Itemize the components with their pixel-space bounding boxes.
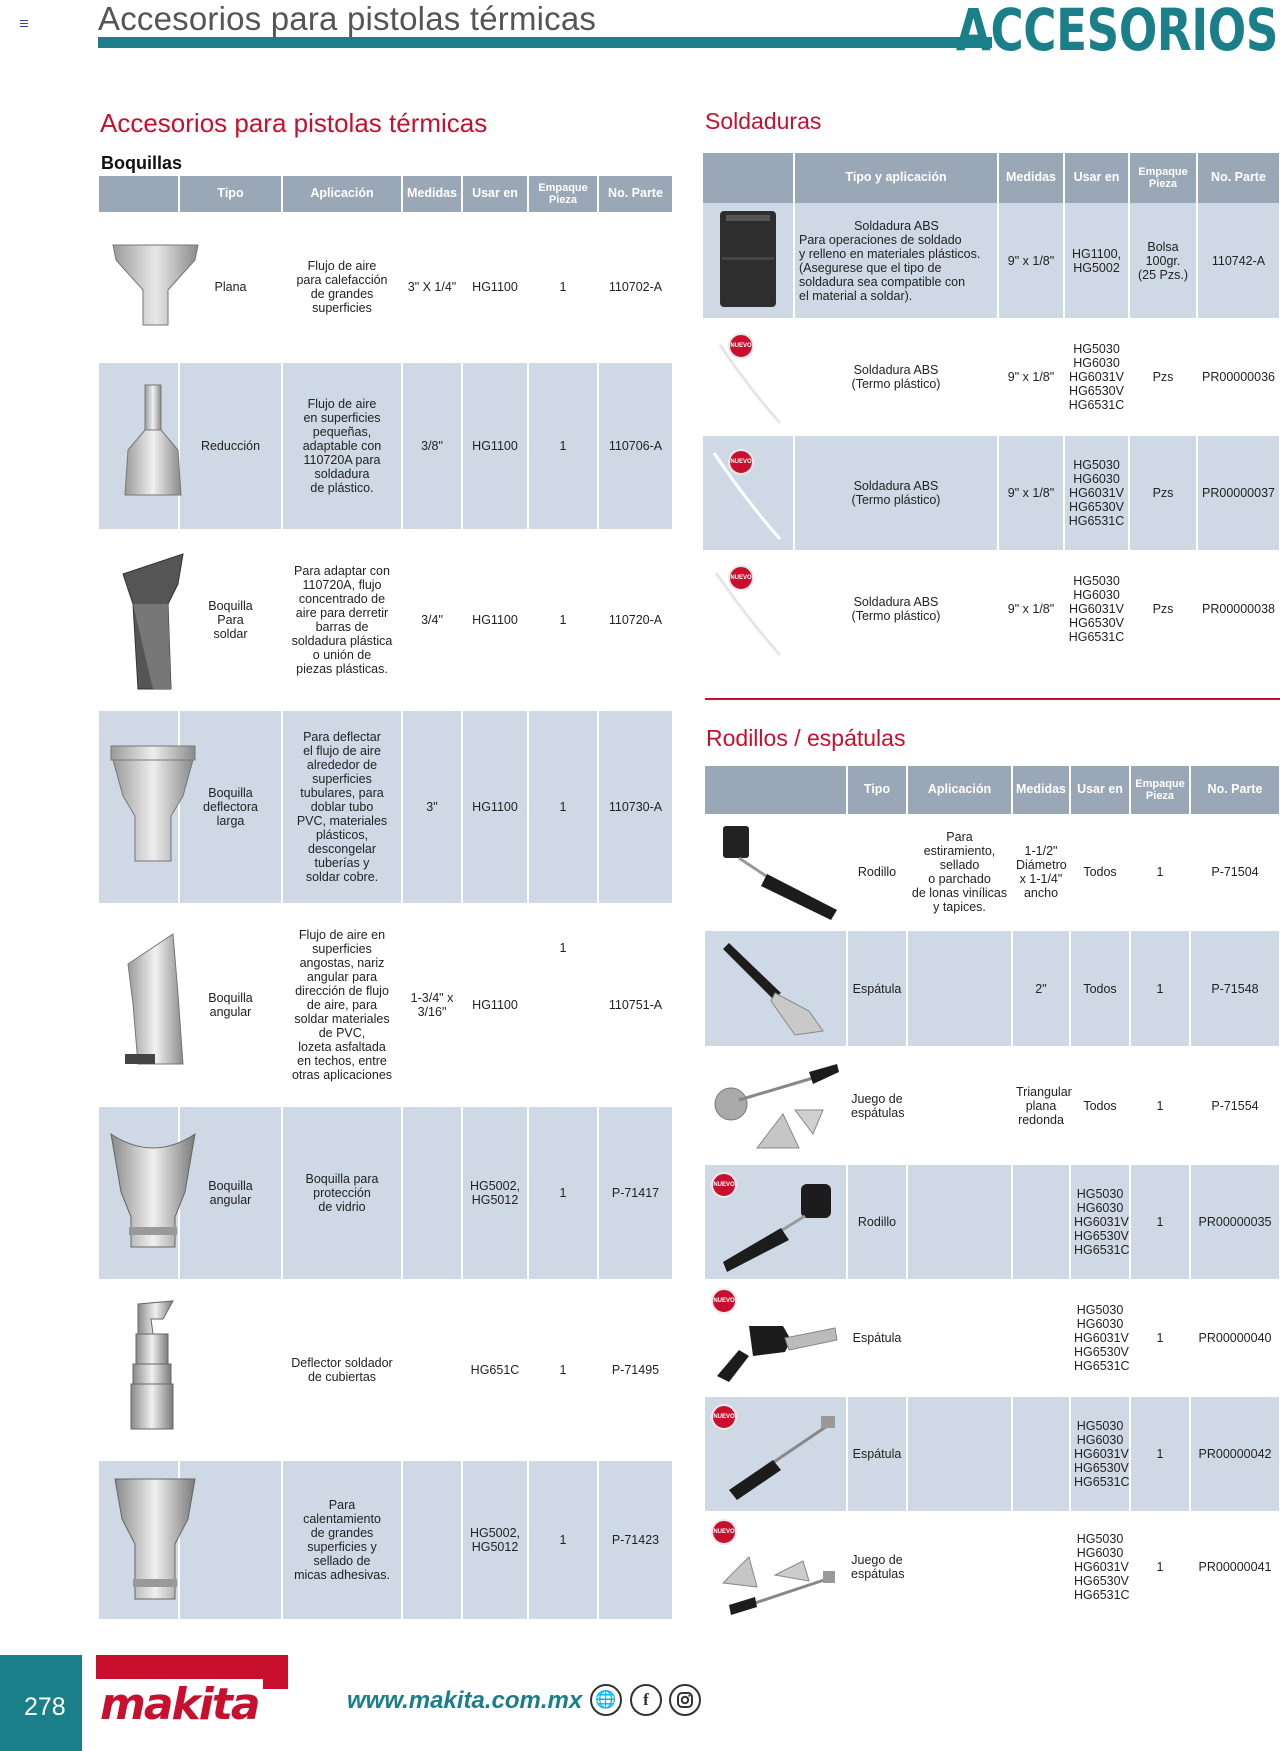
cell-medidas bbox=[402, 1280, 462, 1460]
cell-medidas: 9" x 1/8" bbox=[998, 319, 1064, 435]
cell-aplicacion bbox=[907, 1047, 1012, 1164]
makita-logo[interactable] bbox=[96, 1679, 288, 1730]
cell-usar-en: HG1100 bbox=[462, 530, 528, 710]
cell-no-parte: 110730-A bbox=[598, 710, 673, 904]
header-image bbox=[705, 766, 847, 814]
table-header bbox=[705, 766, 1280, 814]
cell-medidas: 9" x 1/8" bbox=[998, 551, 1064, 667]
cell-empaque: Pzs bbox=[1129, 435, 1197, 551]
cell-no-parte: 110702-A bbox=[598, 212, 673, 362]
cell-medidas: 3" X 1/4" bbox=[402, 212, 462, 362]
table-row bbox=[705, 1512, 1280, 1622]
product-image bbox=[703, 319, 794, 435]
cell-empaque: 1 bbox=[528, 904, 598, 1106]
cell-no-parte: PR00000037 bbox=[1197, 435, 1280, 551]
cell-medidas: 9" x 1/8" bbox=[998, 203, 1064, 319]
table-row bbox=[99, 1280, 673, 1460]
product-image bbox=[705, 1280, 847, 1396]
cell-no-parte: PR00000041 bbox=[1190, 1512, 1280, 1622]
product-image bbox=[703, 551, 794, 667]
cell-usar-en: HG1100 bbox=[462, 212, 528, 362]
page-title: Accesorios para pistolas térmicas bbox=[98, 0, 597, 37]
cell-no-parte: 110742-A bbox=[1197, 203, 1280, 319]
cell-usar-en: HG5030 HG6030 HG6031V HG6530V HG6531C bbox=[1070, 1396, 1130, 1512]
cell-usar-en: Todos bbox=[1070, 814, 1130, 930]
header-tipo-aplicacion: Tipo y aplicación bbox=[794, 153, 998, 203]
cell-medidas bbox=[1012, 1396, 1070, 1512]
header-no-parte: No. Parte bbox=[1190, 766, 1280, 814]
cell-aplicacion bbox=[907, 1164, 1012, 1280]
product-description: Para operaciones de soldado y relleno en materiales plásticos. (Asegurese que el tipo de soldadura sea compatible con el material a soldar). bbox=[799, 232, 981, 303]
cell-tipo-aplicacion bbox=[794, 203, 998, 319]
table-row bbox=[99, 212, 673, 362]
glass-protection-nozzle-icon bbox=[103, 1122, 203, 1262]
cell-empaque: 1 bbox=[528, 362, 598, 530]
cell-tipo: Juego de espátulas bbox=[847, 1047, 907, 1164]
cell-empaque: Pzs bbox=[1129, 551, 1197, 667]
cell-tipo: Boquilla deflectora larga bbox=[179, 710, 282, 904]
cell-no-parte: PR00000036 bbox=[1197, 319, 1280, 435]
table-row bbox=[705, 1164, 1280, 1280]
soldaduras-table bbox=[703, 153, 1280, 668]
table-row bbox=[705, 1047, 1280, 1164]
header-medidas: Medidas bbox=[402, 176, 462, 212]
header-empaque: Empaque Pieza bbox=[1129, 153, 1197, 203]
cell-no-parte: 110706-A bbox=[598, 362, 673, 530]
product-image bbox=[99, 362, 179, 530]
cell-empaque: Bolsa 100gr. (25 Pzs.) bbox=[1129, 203, 1197, 319]
cell-empaque: 1 bbox=[1130, 1512, 1190, 1622]
cell-medidas: 1-1/2" Diámetro x 1-1/4" ancho bbox=[1012, 814, 1070, 930]
spatula-set-icon bbox=[709, 1052, 843, 1156]
cell-aplicacion bbox=[907, 1280, 1012, 1396]
menu-icon[interactable] bbox=[20, 20, 28, 29]
flat-nozzle-icon bbox=[103, 235, 203, 335]
table-row bbox=[99, 710, 673, 904]
cell-medidas: 3/4" bbox=[402, 530, 462, 710]
cell-aplicacion: Para estiramiento, sellado o parchado de lonas vinílicas y tapices. bbox=[907, 814, 1012, 930]
section-title-accesorios: Accesorios para pistolas térmicas bbox=[100, 108, 488, 138]
product-image bbox=[705, 930, 847, 1047]
table-row bbox=[705, 1280, 1280, 1396]
cell-usar-en: HG1100 bbox=[462, 710, 528, 904]
nuevo-badge: NUEVO bbox=[711, 1519, 737, 1545]
cell-aplicacion bbox=[907, 1396, 1012, 1512]
nuevo-badge: NUEVO bbox=[711, 1172, 737, 1198]
cell-no-parte: P-71504 bbox=[1190, 814, 1280, 930]
header-tipo: Tipo bbox=[847, 766, 907, 814]
cell-tipo-aplicacion: Soldadura ABS (Termo plástico) bbox=[794, 435, 998, 551]
cell-aplicacion: Deflector soldador de cubiertas bbox=[282, 1280, 402, 1460]
nuevo-badge: NUEVO bbox=[728, 565, 754, 591]
header-aplicacion: Aplicación bbox=[907, 766, 1012, 814]
cell-usar-en: HG5002, HG5012 bbox=[462, 1106, 528, 1280]
cell-no-parte: PR00000042 bbox=[1190, 1396, 1280, 1512]
facebook-icon[interactable]: f bbox=[630, 1684, 662, 1716]
header-image bbox=[99, 176, 179, 212]
cell-empaque: 1 bbox=[528, 530, 598, 710]
deck-welding-deflector-icon bbox=[103, 1289, 203, 1449]
cell-aplicacion: Flujo de aire en superficies angostas, nariz angular para dirección de flujo de aire, para soldar materiales de PVC, lozeta asfaltada en techos, entre otras aplicaciones bbox=[282, 904, 402, 1106]
table-row bbox=[99, 362, 673, 530]
cell-no-parte: 110751-A bbox=[598, 904, 673, 1106]
product-image bbox=[705, 1164, 847, 1280]
instagram-icon[interactable] bbox=[669, 1684, 701, 1716]
cell-medidas bbox=[402, 1106, 462, 1280]
cell-usar-en: HG1100, HG5002 bbox=[1064, 203, 1129, 319]
table-row bbox=[703, 319, 1280, 435]
header-no-parte: No. Parte bbox=[1197, 153, 1280, 203]
cell-no-parte: P-71548 bbox=[1190, 930, 1280, 1047]
cell-medidas: 3" bbox=[402, 710, 462, 904]
cell-usar-en: HG5030 HG6030 HG6031V HG6530V HG6531C bbox=[1070, 1164, 1130, 1280]
table-header bbox=[703, 153, 1280, 203]
cell-empaque: 1 bbox=[528, 1106, 598, 1280]
cell-tipo: Juego de espátulas bbox=[847, 1512, 907, 1622]
cell-usar-en: HG5002, HG5012 bbox=[462, 1460, 528, 1620]
header-aplicacion: Aplicación bbox=[282, 176, 402, 212]
cell-empaque: 1 bbox=[1130, 930, 1190, 1047]
cell-usar-en: HG651C bbox=[462, 1280, 528, 1460]
cell-no-parte: P-71417 bbox=[598, 1106, 673, 1280]
subsection-title-boquillas: Boquillas bbox=[101, 153, 183, 173]
category-label: ACCESORIOS bbox=[955, 0, 1278, 64]
product-image bbox=[705, 1396, 847, 1512]
product-image bbox=[99, 1106, 179, 1280]
roller-icon bbox=[709, 818, 843, 922]
abs-welding-bag-icon bbox=[708, 207, 788, 311]
cell-usar-en: HG5030 HG6030 HG6031V HG6530V HG6531C bbox=[1070, 1280, 1130, 1396]
cell-tipo-aplicacion: Soldadura ABS (Termo plástico) bbox=[794, 319, 998, 435]
cell-tipo-aplicacion: Soldadura ABS (Termo plástico) bbox=[794, 551, 998, 667]
cell-tipo: Boquilla Para soldar bbox=[179, 530, 282, 710]
cell-empaque: Pzs bbox=[1129, 319, 1197, 435]
product-image bbox=[99, 212, 179, 362]
cell-tipo: Espátula bbox=[847, 1396, 907, 1512]
website-link[interactable]: www.makita.com.mx bbox=[347, 1687, 583, 1714]
product-image bbox=[703, 203, 794, 319]
product-image bbox=[99, 1460, 179, 1620]
table-row bbox=[705, 814, 1280, 930]
nuevo-badge: NUEVO bbox=[711, 1404, 737, 1430]
cell-usar-en: HG1100 bbox=[462, 362, 528, 530]
cell-no-parte: PR00000040 bbox=[1190, 1280, 1280, 1396]
cell-no-parte: 110720-A bbox=[598, 530, 673, 710]
cell-usar-en: Todos bbox=[1070, 1047, 1130, 1164]
cell-usar-en: HG1100 bbox=[462, 904, 528, 1106]
cell-medidas: 2" bbox=[1012, 930, 1070, 1047]
cell-medidas bbox=[1012, 1512, 1070, 1622]
cell-empaque: 1 bbox=[528, 710, 598, 904]
cell-aplicacion: Para deflectar el flujo de aire alrededor de superficies tubulares, para doblar tubo PVC, materiales plásticos, descongelar tuberías y soldar cobre. bbox=[282, 710, 402, 904]
cell-tipo: Plana bbox=[179, 212, 282, 362]
cell-usar-en: Todos bbox=[1070, 930, 1130, 1047]
cell-medidas bbox=[1012, 1280, 1070, 1396]
table-row bbox=[99, 530, 673, 710]
cell-empaque: 1 bbox=[1130, 1280, 1190, 1396]
wide-surface-nozzle-icon bbox=[103, 1469, 203, 1609]
cell-no-parte: PR00000038 bbox=[1197, 551, 1280, 667]
welding-nozzle-icon bbox=[103, 544, 203, 694]
header-empaque: Empaque Pieza bbox=[1130, 766, 1190, 814]
cell-tipo: Rodillo bbox=[847, 814, 907, 930]
header-no-parte: No. Parte bbox=[598, 176, 673, 212]
cell-no-parte: P-71495 bbox=[598, 1280, 673, 1460]
cell-usar-en: HG5030 HG6030 HG6031V HG6530V HG6531C bbox=[1064, 435, 1129, 551]
section-title-soldaduras: Soldaduras bbox=[705, 108, 822, 134]
cell-tipo: Espátula bbox=[847, 930, 907, 1047]
product-image bbox=[705, 1512, 847, 1622]
header-empaque: Empaque Pieza bbox=[528, 176, 598, 212]
cell-empaque: 1 bbox=[528, 1460, 598, 1620]
cell-medidas bbox=[1012, 1164, 1070, 1280]
header-medidas: Medidas bbox=[998, 153, 1064, 203]
header-bar bbox=[98, 37, 992, 48]
cell-aplicacion: Para calentamiento de grandes superficies y sellado de micas adhesivas. bbox=[282, 1460, 402, 1620]
page-number: 278 bbox=[24, 1693, 66, 1721]
cell-aplicacion: Boquilla para protección de vidrio bbox=[282, 1106, 402, 1280]
header-usar-en: Usar en bbox=[1064, 153, 1129, 203]
product-image bbox=[703, 435, 794, 551]
boquillas-table bbox=[99, 176, 674, 1621]
header-medidas: Medidas bbox=[1012, 766, 1070, 814]
cell-usar-en: HG5030 HG6030 HG6031V HG6530V HG6531C bbox=[1064, 319, 1129, 435]
cell-medidas: 1-3/4" x 3/16" bbox=[402, 904, 462, 1106]
cell-empaque: 1 bbox=[528, 212, 598, 362]
cell-aplicacion: Flujo de aire en superficies pequeñas, adaptable con 110720A para soldadura de plástico. bbox=[282, 362, 402, 530]
table-header bbox=[99, 176, 673, 212]
product-title: Soldadura ABS bbox=[854, 218, 939, 233]
table-row bbox=[703, 203, 1280, 319]
cell-tipo: Espátula bbox=[847, 1280, 907, 1396]
header-usar-en: Usar en bbox=[462, 176, 528, 212]
table-row bbox=[703, 435, 1280, 551]
reduction-nozzle-icon bbox=[103, 380, 203, 510]
instagram-glyph bbox=[676, 1691, 694, 1709]
angular-nozzle-icon bbox=[103, 924, 203, 1084]
cell-aplicacion bbox=[907, 930, 1012, 1047]
cell-empaque: 1 bbox=[1130, 1396, 1190, 1512]
section-divider bbox=[705, 698, 1280, 700]
table-row bbox=[705, 1396, 1280, 1512]
section-title-rodillos: Rodillos / espátulas bbox=[706, 725, 906, 751]
cell-no-parte: P-71423 bbox=[598, 1460, 673, 1620]
cell-medidas: 9" x 1/8" bbox=[998, 435, 1064, 551]
cell-tipo: Reducción bbox=[179, 362, 282, 530]
cell-medidas: 3/8" bbox=[402, 362, 462, 530]
cell-aplicacion: Flujo de aire para calefacción de grandes superficies bbox=[282, 212, 402, 362]
product-image bbox=[705, 814, 847, 930]
product-image bbox=[99, 530, 179, 710]
header-image bbox=[703, 153, 794, 203]
product-image bbox=[99, 710, 179, 904]
cell-medidas: Triangular plana redonda bbox=[1012, 1047, 1070, 1164]
table-row bbox=[99, 1106, 673, 1280]
table-row bbox=[99, 904, 673, 1106]
cell-empaque: 1 bbox=[1130, 1047, 1190, 1164]
spatula-icon bbox=[709, 935, 843, 1039]
cell-tipo: Rodillo bbox=[847, 1164, 907, 1280]
cell-medidas bbox=[402, 1460, 462, 1620]
table-row bbox=[99, 1460, 673, 1620]
table-row bbox=[705, 930, 1280, 1047]
cell-empaque: 1 bbox=[1130, 814, 1190, 930]
nuevo-badge: NUEVO bbox=[728, 333, 754, 359]
rodillos-table bbox=[705, 766, 1280, 1623]
cell-empaque: 1 bbox=[1130, 1164, 1190, 1280]
cell-no-parte: P-71554 bbox=[1190, 1047, 1280, 1164]
cell-aplicacion: Para adaptar con 110720A, flujo concentrado de aire para derretir barras de soldadura plástica o unión de piezas plásticas. bbox=[282, 530, 402, 710]
web-icon[interactable]: 🌐 bbox=[590, 1684, 622, 1716]
header-usar-en: Usar en bbox=[1070, 766, 1130, 814]
cell-usar-en: HG5030 HG6030 HG6031V HG6530V HG6531C bbox=[1064, 551, 1129, 667]
product-image bbox=[99, 904, 179, 1106]
cell-tipo: Boquilla angular bbox=[179, 904, 282, 1106]
cell-tipo: Boquilla angular bbox=[179, 1106, 282, 1280]
cell-usar-en: HG5030 HG6030 HG6031V HG6530V HG6531C bbox=[1070, 1512, 1130, 1622]
product-image bbox=[99, 1280, 179, 1460]
cell-no-parte: PR00000035 bbox=[1190, 1164, 1280, 1280]
nuevo-badge: NUEVO bbox=[728, 449, 754, 475]
product-image bbox=[705, 1047, 847, 1164]
cell-aplicacion bbox=[907, 1512, 1012, 1622]
cell-empaque: 1 bbox=[528, 1280, 598, 1460]
table-row bbox=[703, 551, 1280, 667]
deflector-nozzle-icon bbox=[103, 736, 203, 876]
nuevo-badge: NUEVO bbox=[711, 1288, 737, 1314]
header-tipo: Tipo bbox=[179, 176, 282, 212]
brand-name: makita bbox=[96, 1679, 263, 1730]
